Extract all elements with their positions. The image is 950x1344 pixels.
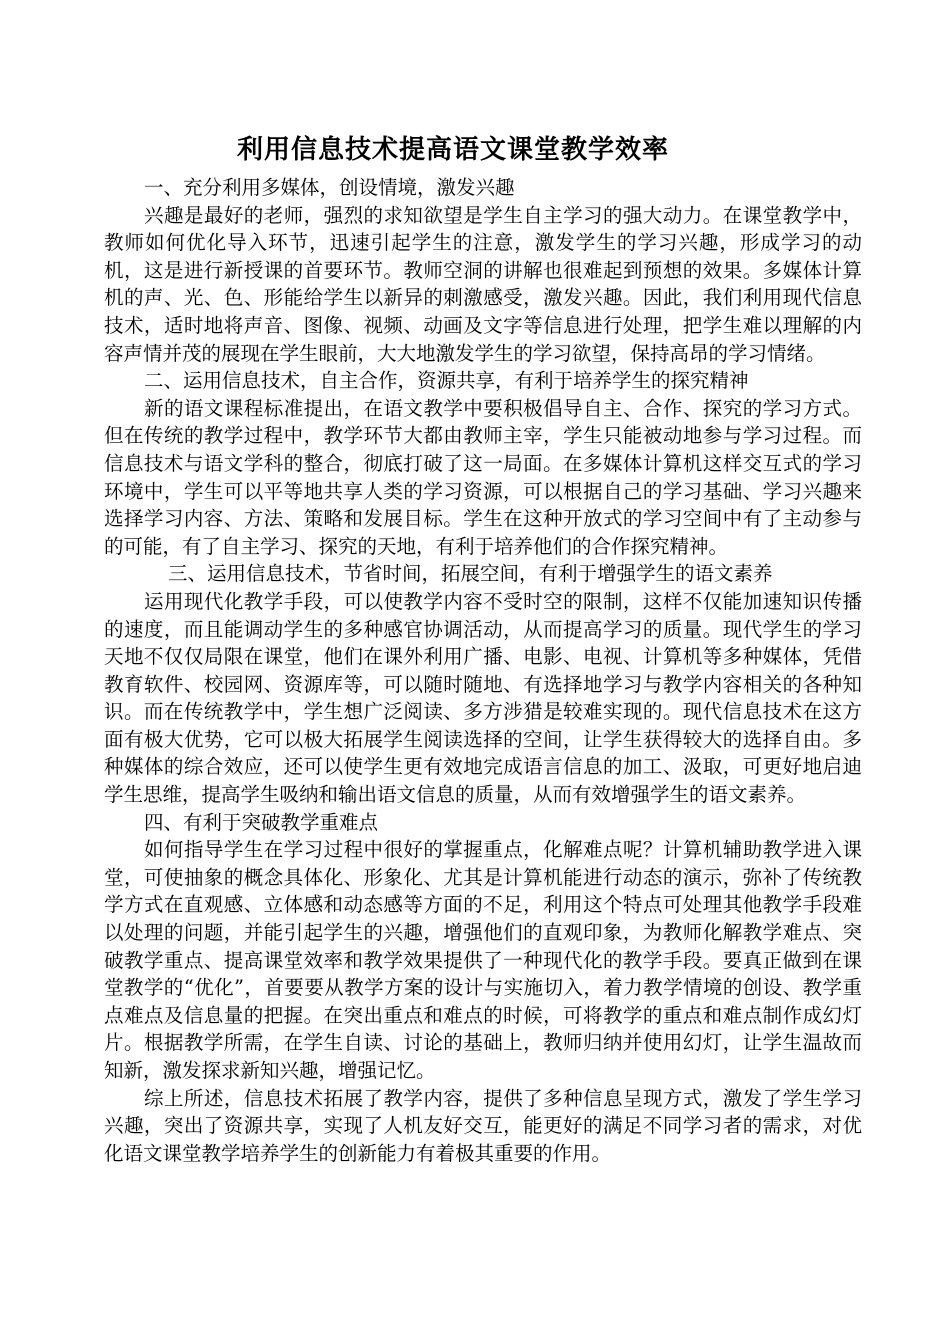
section-4-heading: 四、有利于突破教学重难点 — [144, 810, 379, 834]
document-body — [104, 174, 862, 1167]
section-2-heading: 二、运用信息技术，自主合作，资源共享，有利于培养学生的探究精神 — [144, 369, 749, 393]
conclusion-paragraph: 综上所述，信息技术拓展了教学内容，提供了多种信息呈现方式，激发了学生学习兴趣，突出了资源共享，实现了人机友好交互，能更好的满足不同学习者的需求，对优化语文课堂教学培养学生的创新能力有着极其重要的作用。 — [104, 1086, 862, 1165]
section-4-paragraph: 如何指导学生在学习过程中很好的掌握重点，化解难点呢？计算机辅助教学进入课堂，可使抽象的概念具体化、形象化、尤其是计算机能进行动态的演示，弥补了传统教学方式在直观感、立体感和动态感等方面的不足，利用这个特点可处理其他教学手段难以处理的问题，并能引起学生的兴趣，增强他们的直观印象，为教师化解教学难点、突破教学重点、提高课堂效率和教学效果提供了一种现代化的教学手段。要真正做到在课堂教学的“优化”，首要要从教学方案的设计与实施切入，着力教学情境的创设、教学重点难点及信息量的把握。在突出重点和难点的时候，可将教学的重点和难点制作成幻灯片。根据教学所需，在学生自读、讨论的基础上，教师归纳并使用幻灯，让学生温故而知新，激发探求新知兴趣，增强记忆。 — [104, 838, 862, 1082]
section-2-paragraph: 新的语文课程标准提出，在语文教学中要积极倡导自主、合作、探究的学习方式。但在传统的教学过程中，教学环节大都由教师主宰，学生只能被动地参与学习过程。而信息技术与语文学科的整合，彻底打破了这一局面。在多媒体计算机这样交互式的学习环境中，学生可以平等地共享人类的学习资源，可以根据自己的学习基础、学习兴趣来选择学习内容、方法、策略和发展目标。学生在这种开放式的学习空间中有了主动参与的可能，有了自主学习、探究的天地，有利于培养他们的合作探究精神。 — [104, 396, 862, 558]
document-page — [104, 126, 862, 1167]
section-3-paragraph: 运用现代化教学手段，可以使教学内容不受时空的限制，这样不仅能加速知识传播的速度，而且能调动学生的多种感官协调活动，从而提高学习的质量。现代学生的学习天地不仅仅局限在课堂，他们在课外利用广播、电影、电视、计算机等多种媒体，凭借教育软件、校园网、资源库等，可以随时随地、有选择地学习与教学内容相关的各种知识。而在传统教学中，学生想广泛阅读、多方涉猎是较难实现的。现代信息技术在这方面有极大优势，它可以极大拓展学生阅读选择的空间，让学生获得较大的选择自由。多种媒体的综合效应，还可以使学生更有效地完成语言信息的加工、汲取，可更好地启迪学生思维，提高学生吸纳和输出语文信息的质量，从而有效增强学生的语文素养。 — [104, 589, 862, 807]
document-title: 利用信息技术提高语文课堂教学效率 — [236, 135, 669, 165]
section-1-paragraph: 兴趣是最好的老师，强烈的求知欲望是学生自主学习的强大动力。在课堂教学中，教师如何优化导入环节，迅速引起学生的注意，激发学生的学习兴趣，形成学习的动机，这是进行新授课的首要环节。教师空洞的讲解也很难起到预想的效果。多媒体计算机的声、光、色、形能给学生以新异的刺激感受，激发兴趣。因此，我们利用现代信息技术，适时地将声音、图像、视频、动画及文字等信息进行处理，把学生难以理解的内容声情并茂的展现在学生眼前，大大地激发学生的学习欲望，保持高昂的学习情绪。 — [104, 203, 862, 365]
section-1-heading: 一、充分利用多媒体，创设情境，激发兴趣 — [144, 176, 515, 199]
section-3-heading: 三、运用信息技术，节省时间，拓展空间，有利于增强学生的语文素养 — [168, 562, 773, 586]
